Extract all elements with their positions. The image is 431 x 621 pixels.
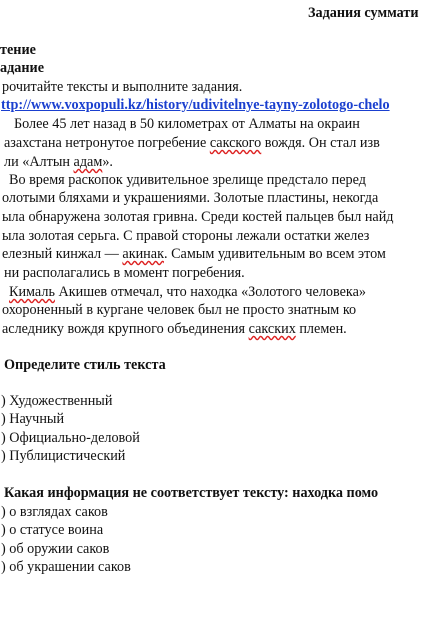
question-1-option-2: ) Научный (1, 411, 65, 427)
question-1-option-3: ) Официально-деловой (1, 430, 140, 446)
paragraph-2-line-1: Во время раскопок удивительное зрелище предстало перед (9, 172, 366, 188)
paragraph-2-line-4: ыла золотая серьга. С правой стороны лежали остатки желез (2, 228, 370, 244)
question-1-option-4: ) Публицистический (1, 448, 126, 464)
paragraph-2-line-6: ни располагались в момент погребения. (4, 265, 245, 281)
paragraph-3-line-1: Кималь Акишев отмечал, что находка «Золотого человека» (9, 284, 366, 300)
paragraph-1-line-3: ли «Алтын адам». (4, 154, 113, 170)
spellcheck-word: сакского (209, 135, 262, 151)
question-2: Какая информация не соответствует тексту: находка помо (4, 485, 379, 501)
paragraph-2-line-3: ыла обнаружена золотая гривна. Среди костей пальцев был найд (2, 209, 394, 225)
paragraph-3-line-2: охороненный в кургане человек был не просто знатным ко (2, 302, 357, 318)
instruction-text: рочитайте тексты и выполните задания. (2, 79, 243, 95)
paragraph-2-line-2: олотыми бляхами и украшениями. Золотые пластины, некогда (2, 190, 379, 206)
spellcheck-word: Кималь (9, 284, 55, 300)
question-2-option-2: ) о статусе воина (1, 522, 104, 538)
spellcheck-word: адам (73, 154, 103, 170)
question-1: Определите стиль текста (4, 357, 166, 373)
spellcheck-word: акинак (122, 246, 164, 262)
paragraph-1-line-2: азахстана нетронутое погребение сакского вождя. Он стал изв (4, 135, 380, 151)
task-heading: адание (0, 60, 45, 76)
spellcheck-word: сакских (248, 321, 296, 337)
question-2-option-4: ) об украшении саков (1, 559, 131, 575)
source-link[interactable]: ttp://www.voxpopuli.kz/history/udivitelnye-tayny-zolotogo-chelo (1, 97, 390, 113)
paragraph-3-line-3: аследнику вождя крупного объединения сакских племен. (2, 321, 347, 337)
question-1-option-1: ) Художественный (1, 393, 113, 409)
paragraph-2-line-5: елезный кинжал — акинак. Самым удивительным во всем этом (2, 246, 386, 262)
question-2-option-1: ) о взглядах саков (1, 504, 108, 520)
question-2-option-3: ) об оружии саков (1, 541, 110, 557)
page-title: Задания суммати (308, 5, 419, 21)
section-heading: тение (0, 42, 36, 58)
paragraph-1-line-1: Более 45 лет назад в 50 километрах от Алматы на окраин (14, 116, 360, 132)
